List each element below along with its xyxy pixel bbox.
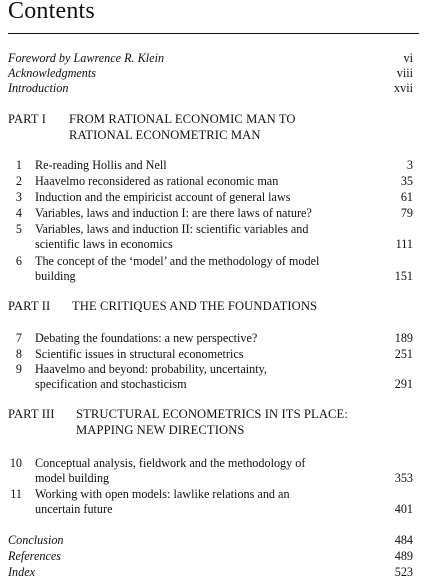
- chapter-page: 189: [394, 331, 413, 345]
- entry-title: Acknowledgments: [8, 66, 96, 80]
- chapter-page: 111: [395, 237, 413, 251]
- chapter-number: 6: [15, 254, 22, 268]
- entry-page: xvii: [394, 81, 413, 95]
- chapter-page: 353: [394, 471, 413, 485]
- chapter-page: 3: [406, 158, 413, 172]
- part-label: PART II: [8, 299, 51, 313]
- part-label: PART III: [8, 407, 55, 421]
- chapter-title: Conceptual analysis, fieldwork and the methodology of: [35, 456, 306, 470]
- chapter-number: 4: [15, 206, 22, 220]
- chapter-title-continued: specification and stochasticism: [35, 377, 187, 391]
- chapter-title: Variables, laws and induction I: are there laws of nature?: [35, 206, 312, 220]
- chapter-number: 9: [15, 362, 22, 376]
- chapter-title-continued: scientific laws in economics: [35, 237, 173, 251]
- chapter-title: Haavelmo and beyond: probability, uncertainty,: [35, 362, 267, 376]
- part-label: PART I: [8, 112, 46, 126]
- chapter-page: 35: [400, 174, 413, 188]
- part-title-line2: MAPPING NEW DIRECTIONS: [76, 423, 245, 437]
- chapter-title: Working with open models: lawlike relations and an: [35, 487, 290, 501]
- part-title-line2: RATIONAL ECONOMETRIC MAN: [69, 128, 261, 142]
- chapter-number: 7: [15, 331, 22, 345]
- chapter-number: 3: [15, 190, 22, 204]
- part-title-line1: THE CRITIQUES AND THE FOUNDATIONS: [72, 299, 318, 313]
- chapter-title: Induction and the empiricist account of general laws: [35, 190, 291, 204]
- entry-title: Foreword by Lawrence R. Klein: [8, 51, 165, 65]
- part-title-line1: FROM RATIONAL ECONOMIC MAN TO: [69, 112, 296, 126]
- chapter-title: Re-reading Hollis and Nell: [35, 158, 167, 172]
- title-rule: [8, 33, 419, 34]
- chapter-number: 10: [9, 456, 22, 470]
- entry-page: 523: [394, 565, 413, 579]
- chapter-title-continued: model building: [35, 471, 110, 485]
- chapter-page: 291: [394, 377, 413, 391]
- entry-page: 489: [394, 549, 413, 563]
- chapter-title-continued: building: [35, 269, 76, 283]
- entry-title: Index: [8, 565, 36, 579]
- chapter-number: 5: [15, 222, 22, 236]
- entry-page: 484: [394, 533, 413, 547]
- entry-title: References: [8, 549, 62, 563]
- chapter-title-continued: uncertain future: [35, 502, 113, 516]
- chapter-page: 79: [400, 206, 413, 220]
- chapter-title: Variables, laws and induction II: scientific variables and: [35, 222, 309, 236]
- entry-title: Introduction: [8, 81, 69, 95]
- chapter-number: 11: [10, 487, 22, 501]
- page-title: Contents: [8, 0, 95, 24]
- chapter-number: 1: [15, 158, 22, 172]
- chapter-page: 151: [394, 269, 413, 283]
- chapter-page: 61: [400, 190, 413, 204]
- chapter-title: The concept of the ‘model’ and the methodology of model: [35, 254, 320, 268]
- chapter-page: 401: [394, 502, 413, 516]
- chapter-title: Haavelmo reconsidered as rational economic man: [35, 174, 279, 188]
- chapter-number: 8: [15, 347, 22, 361]
- part-title-line1: STRUCTURAL ECONOMETRICS IN ITS PLACE:: [76, 407, 348, 421]
- entry-title: Conclusion: [8, 533, 64, 547]
- chapter-title: Scientific issues in structural econometrics: [35, 347, 244, 361]
- chapter-page: 251: [394, 347, 413, 361]
- chapter-number: 2: [15, 174, 22, 188]
- entry-page: viii: [396, 66, 413, 80]
- chapter-title: Debating the foundations: a new perspective?: [35, 331, 258, 345]
- entry-page: vi: [403, 51, 413, 65]
